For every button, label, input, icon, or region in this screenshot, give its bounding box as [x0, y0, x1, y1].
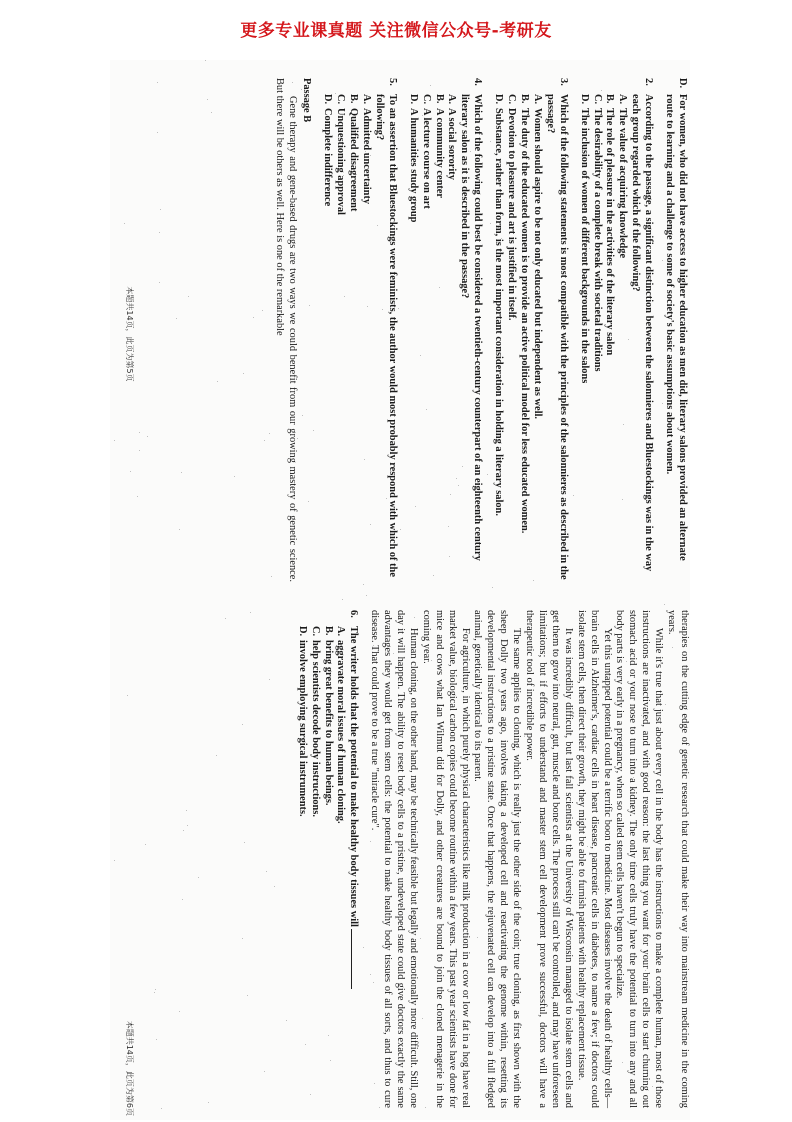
option-text: Devotion to pleasure and art is justified in itself.: [506, 108, 518, 321]
answer-option: [321, 626, 334, 1108]
option-label: D.: [407, 94, 419, 105]
passage-paragraph: It was incredibly difficult, but last fall scientists at the University of Wisconsin managed to isolate stem cells and get them to grow into neural, gut, muscle and bone cells. The process still can't be controlled, and may have unforeseen limitations; but if efforts to understand and master stem cell development prove successful, doctors will have a therapeutic tool of incredible power.: [524, 610, 574, 1108]
answer-option: [530, 94, 543, 582]
option-text: The inclusion of women of different backgrounds in the salons: [578, 108, 590, 384]
passage-b-intro: Gene therapy and gene-based drugs are two ways we could benefit from our growing mastery of genetic science. But there will be others as well. Here is one of the remarkable: [273, 78, 298, 582]
option-label: D.: [578, 94, 590, 105]
answer-option: [603, 94, 616, 582]
option-label: A.: [617, 94, 629, 105]
question-number: 6.: [348, 610, 360, 618]
question-body: [406, 94, 483, 582]
passage-paragraph: Human cloning, on the other hand, may be technically feasible but legally and emotionally more difficult. Still, one day it will happen. The ability to reset body cells to a pristine, undeveloped state could give doctors exactly the same advantages they would get from stem cells: the potential to make healthy body tissues of all sorts, and thus to cure disease. That could prove to be a true "miracle cure".: [369, 610, 419, 1108]
question-3: [491, 78, 568, 582]
answer-option: [615, 94, 628, 582]
answer-option: [333, 94, 346, 582]
header-banner: 更多专业课真题 关注微信公众号-考研友: [240, 21, 552, 41]
answer-option: [491, 94, 504, 582]
option-label: A.: [361, 94, 373, 105]
question-number: 5.: [386, 78, 398, 86]
answer-option: [406, 94, 419, 582]
option-text: aggravate moral issues of human cloning.: [335, 640, 347, 824]
option-text: A community center: [433, 108, 445, 199]
option-text: The desirability of a complete break with societal traditions: [591, 108, 603, 372]
passage-paragraph: Yet this untapped potential could be a terrific boon to medicine. Most diseases involve the death of healthy cells—brain cells in Alzheimer's, cardiac cells in heart disease, pancreatic cells in diabetes, to name a few; if doctors could isolate stem cells, then direct their growth, they might be able to furnish patients with healthy replacement tissue.: [575, 610, 613, 1108]
option-label: B.: [348, 94, 360, 104]
option-text: The value of acquiring knowledge: [617, 108, 629, 259]
exam-page-5: [122, 76, 690, 588]
answer-option: [517, 94, 530, 582]
question-6-options: [295, 626, 347, 1108]
passage-paragraph: While it's true that just about every cell in the body has the instructions to make a complete human, most of those instructions are inactivated, and with good reason: the last thing you want for your brain cells to start churning out stomach acid or your nose to turn into a kidney. The only time cells truly have the potential to turn into any and all body parts is very early in a pregnancy, when so called stem cells haven't begun to specialize.: [614, 610, 665, 1108]
option-text: Substance, rather than form, is the most important consideration in holding a literary salon.: [493, 108, 505, 516]
option-label: A.: [446, 94, 458, 105]
answer-option: [504, 94, 517, 582]
option-label: A.: [335, 626, 347, 637]
option-text: Unquestioning approval: [335, 108, 347, 215]
page-footer: 本题共14页，此页为第5页: [124, 286, 134, 382]
option-label: C.: [591, 94, 603, 105]
option-text: Qualified disagreement: [348, 108, 360, 212]
question-stem: Which of the following statements is most compatible with the principles of the salonnieres as described in the passage?: [544, 94, 569, 580]
option-label: B.: [519, 94, 531, 104]
question-list: [320, 78, 654, 582]
option-text: The duty of the educated women is to provide an active political model for less educated women.: [519, 108, 531, 534]
option-label: D.: [296, 626, 308, 637]
scan-speck: [114, 440, 115, 441]
scan-speck: [205, 60, 206, 61]
option-label: C.: [335, 94, 347, 105]
answer-option: [346, 94, 359, 582]
scan-speck: [114, 860, 115, 861]
question-stem: According to the passage, a significant distinction between the salonnieres and Bluestockings was in the way each group regarded which of the following?: [630, 94, 655, 572]
question-body: [577, 94, 654, 582]
option-text: help scientists decode body instructions.: [309, 640, 321, 817]
question-1-option-d: [662, 78, 688, 582]
passage-paragraph: therapies on the cutting edge of genetic research that could make their way into mainstream medicine in the coming years.: [666, 610, 690, 1108]
option-label: A.: [531, 94, 543, 105]
option-text: A lecture course on art: [420, 108, 432, 209]
answer-option: [590, 94, 603, 582]
passage-b-title: Passage B: [301, 78, 313, 123]
answer-option: [320, 94, 333, 582]
answer-option: [419, 94, 432, 582]
option-label: B.: [322, 626, 334, 636]
answer-option: [432, 94, 445, 582]
option-text: For women, who did not have access to higher education as men did, literary salons provided an alternate route to learning and a challenge to some of society's basic assumptions about women.: [664, 94, 688, 561]
question-body: [491, 94, 568, 582]
question-number: 3.: [557, 78, 569, 86]
answer-option: [577, 94, 590, 582]
passage-b-body: [367, 610, 690, 1108]
question-number: 2.: [643, 78, 655, 86]
exam-spread: [122, 76, 690, 1116]
option-label: C.: [506, 94, 518, 105]
option-text: Complete indifference: [322, 108, 334, 207]
option-text: A humanities study group: [407, 108, 419, 223]
question-number: 4.: [472, 78, 484, 86]
question-stem: The writer holds that the potential to make healthy body tissues will: [346, 626, 359, 1108]
passage-paragraph: For agriculture, in which purely physical characteristics like milk production in a cow or low fat in a hog have real market value, biological carbon copies could become routine within a few years. This past year scientists have done for mice and cows what Ian Wilmut did for Dolly, and other creatures are bound to join the cloned menagerie in the coming year.: [420, 610, 471, 1108]
question-6: [346, 610, 359, 1108]
answer-option: [334, 626, 347, 1108]
option-label: D.: [493, 94, 505, 105]
answer-option: [295, 626, 308, 1108]
option-text: bring great benefits to human beings.: [322, 640, 334, 806]
option-label: C.: [309, 626, 321, 637]
answer-blank: [351, 929, 352, 989]
question-stem: Which of the following could best be considered a twentieth-century counterpart of an eighteenth century literary salon as it is described in the passage?: [459, 94, 484, 561]
option-text: involve employing surgical instruments.: [296, 640, 308, 817]
option-text: The role of pleasure in the activities of the literary salon: [604, 108, 616, 356]
option-text: Admitted uncertainty: [361, 108, 373, 205]
answer-option: [445, 94, 458, 582]
option-label: B.: [433, 94, 445, 104]
question-4: [406, 78, 483, 582]
option-text: Women should aspire to be not only educated but independent as well.: [531, 108, 543, 419]
question-stem: To an assertion that Bluestockings were feminists, the author would most probably respond with which of the following?: [373, 94, 398, 577]
passage-paragraph: The same applies to cloning, which is really just the other side of the coin; true cloning, as first shown with the sheep Dolly two years ago, involves taking a developed cell and reactivating the genome within, resetting its developmental instructions to a pristine state. Once that happens, the rejuvenated cell can develop into a full fledged animal, genetically identical to its parent.: [472, 610, 523, 1108]
question-2: [577, 78, 654, 582]
option-label: C.: [420, 94, 432, 105]
option-text: A social sorority: [446, 108, 458, 180]
option-label: D.: [322, 94, 334, 105]
answer-option: [359, 94, 372, 582]
answer-option: [308, 626, 321, 1108]
option-label: D.: [677, 78, 688, 89]
option-label: B.: [604, 94, 616, 104]
page-footer: 本题共14页，此页为第6页: [124, 1020, 134, 1116]
exam-page-6: [122, 606, 690, 1116]
question-5: [320, 78, 397, 582]
question-body: [320, 94, 397, 582]
